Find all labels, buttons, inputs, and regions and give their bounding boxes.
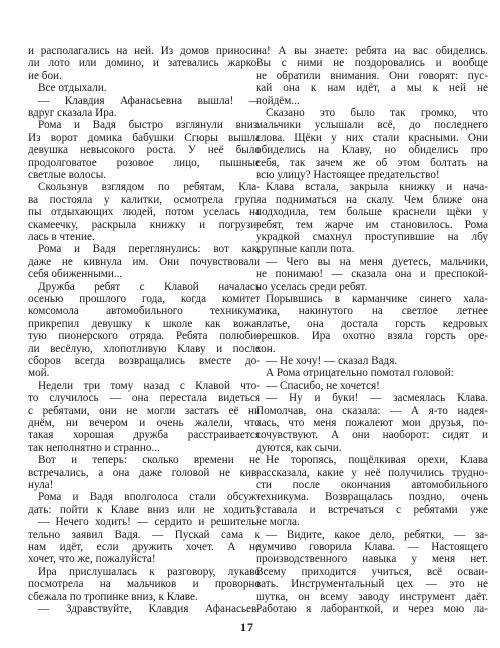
text-line: Вот и теперь: сколько времени не	[38, 454, 260, 467]
text-line: — Спасибо, не хочется!	[266, 379, 380, 392]
text-line: осенью прошлого года, когда комитет	[28, 293, 260, 305]
page-number: 17	[240, 620, 254, 634]
text-line: думчиво говорила Клава. — Настоящего	[256, 541, 488, 553]
text-line: обиделись на Клаву, но обиделись про	[256, 144, 488, 157]
text-line: не понимаю! — сказала она и преспокой-	[256, 268, 488, 281]
text-line: Рома и Вадя вполголоса стали обсуж-	[38, 491, 260, 504]
text-line: Ира прислушалась к разговору, лукаво	[38, 565, 260, 578]
text-line: — Нечего ходить! — сердито и решитель-	[38, 516, 260, 529]
text-line: Клава встала, закрыла книжку и нача-	[266, 181, 488, 194]
text-line: тельно заявил Вадя. — Пускай сама к	[28, 528, 260, 541]
text-line: ла подниматься на скалу. Чем ближе она	[256, 193, 488, 206]
text-line: дуются, как сычи.	[256, 441, 342, 454]
text-line: Рома и Вадя быстро взглянули вниз.	[38, 119, 260, 132]
text-line: такая хорошая дружба расстраивается	[28, 429, 260, 442]
text-line: мальчики услышали всё, до последнего	[256, 119, 488, 132]
text-line: Порывшись в карманчике синего хала-	[266, 293, 488, 305]
text-line: хочет, что же, пожалуйста!	[28, 553, 156, 566]
text-line: орешков. Ира охотно взяла горсть оре-	[256, 330, 488, 343]
text-line: уставала и встречаться с ребятами уже	[256, 503, 488, 516]
text-line: ва постояла у калитки, осмотрела груп-	[28, 193, 260, 206]
text-line: мой.	[28, 367, 50, 380]
text-line: Вы с ними не поздоровались и вообще	[256, 57, 488, 70]
text-line: платье, она достала горсть кедровых	[256, 317, 488, 330]
text-line: светлые волосы.	[28, 169, 107, 181]
text-line: даже не кивнула им. Они почувствовали	[28, 255, 260, 268]
text-line: себя обиженными...	[28, 268, 123, 281]
text-line: так неполнятно и странно...	[28, 441, 160, 454]
text-line: нула!	[28, 479, 54, 491]
text-line: подходила, тем больше краснели щёки у	[256, 206, 488, 219]
text-line: украдкой смахнул проступившие на лбу	[256, 231, 488, 243]
text-line: встречались, а она даже головой не кив-	[28, 466, 260, 479]
text-line: сборов всегда возвращались вместе до-	[28, 355, 260, 367]
text-line: ли лото или домино, и затевались жарко-	[28, 57, 260, 70]
text-line: кай она к нам идёт, а мы к ней не	[256, 82, 488, 95]
text-line: пойдём...	[256, 94, 300, 107]
text-line: крупные капли пота.	[256, 243, 355, 256]
text-line: ли весёлую, хлопотливую Клаву и после	[28, 342, 260, 355]
text-line: тика, накинутого на светлое летнее	[256, 305, 488, 318]
text-line: шутка, он всему заводу инструмент даёт.	[256, 590, 488, 603]
text-line: вдруг сказала Ира.	[28, 107, 117, 119]
text-line: то случилось — она перестала видеться	[28, 392, 260, 405]
text-line: тую пионерского отряда. Ребята полюби-	[28, 330, 260, 343]
text-line: — Не хочу! — сказал Вадя.	[266, 355, 398, 367]
text-line: посмотрела на мальчиков и проворно	[28, 578, 260, 591]
text-line: скамеечку, раскрыла книжку и погрузи-	[28, 218, 260, 231]
text-line: хон.	[256, 342, 276, 355]
text-line: сти после окончания автомобильного	[256, 479, 488, 491]
text-line: дать: пойти к Клаве вниз или не ходить?	[28, 503, 260, 516]
text-line: Все отдыхали.	[38, 82, 107, 95]
text-line: Скользнув взглядом по ребятам, Кла-	[38, 181, 260, 194]
text-line: лась в чтение.	[28, 231, 95, 243]
text-line: всю улицу? Настоящее предательство!	[256, 169, 440, 181]
text-line: ребят, тем жарче им становилось. Рома	[256, 218, 488, 231]
text-line: девушка невысокого роста. У неё было	[28, 144, 260, 157]
text-line: днём, ни вечером и очень жалели, что	[28, 417, 260, 429]
text-line: — Ну и буки! — засмеялась Клава.	[266, 392, 488, 405]
text-line: ие бои.	[28, 69, 62, 82]
text-line: пы отдыхающих людей, потом уселась на	[28, 206, 260, 219]
text-line: вать. Инструментальный цех — это не	[256, 578, 488, 591]
text-line: слова. Щёки у них стали красными. Они	[256, 131, 488, 144]
text-line: Дружба ребят с Клавой началась	[38, 280, 260, 293]
text-line: — Видите, какое дело, ребятки, — за-	[266, 528, 488, 541]
text-line: комсомола автомобильного техникума	[28, 305, 260, 318]
text-line: прикрепил девушку к школе как вожа-	[28, 317, 260, 330]
text-line: Не торопясь, пощёлкивая орехи, Клава	[266, 454, 488, 467]
text-line: Помолчав, она сказала: — А я-то надея-	[256, 404, 488, 417]
text-line: но уселась среди ребят.	[256, 280, 368, 293]
text-line: техникума. Возвращалась поздно, очень	[256, 491, 488, 504]
text-line: с ребятами, они не могли застать её ни	[28, 404, 260, 417]
text-line: — Здравствуйте, Клавдия Афанасьев-	[38, 603, 260, 615]
text-line: на! А вы знаете: ребята на вас обиделись.	[256, 45, 488, 57]
text-line: рассказала, какие у неё получились трудно-	[256, 466, 488, 479]
text-line: Недели три тому назад с Клавой что-	[38, 379, 260, 392]
text-line: Сказано это было так громко, что	[266, 107, 488, 119]
text-line: Рома и Вадя переглянулись: вот как,	[38, 243, 260, 256]
text-line: — Чего вы на меня дуетесь, мальчики,	[266, 255, 488, 268]
text-line: Из ворот домика бабушки Сгюры вышла	[28, 131, 260, 144]
text-line: — Клавдия Афанасьевна вышла! —	[38, 94, 260, 107]
text-line: нам идёт, если дружить хочет. А не	[28, 541, 260, 553]
text-line: А Рома отрицательно помотал головой:	[266, 367, 454, 380]
text-line: продолговатое розовое лицо, пышные	[28, 156, 260, 169]
text-line: и располагались на ней. Из домов приноси-	[28, 45, 260, 57]
text-line: Всему приходится учиться, всё осваи-	[256, 565, 488, 578]
text-line: сочувствуют. А они наоборот: сидят и	[256, 429, 488, 442]
text-line: не обратили внимания. Они говорят: пус-	[256, 69, 488, 82]
text-line: производственного навыка у меня нет.	[256, 553, 488, 566]
text-line: себя, так зачем же об этом болтать на	[256, 156, 488, 169]
text-line: Работаю я лаборанткой, и через мою ла-	[256, 603, 488, 615]
text-line: сбежала по тропинке вниз, к Клаве.	[28, 590, 198, 603]
text-line: не могла.	[256, 516, 300, 529]
text-line: лась, что меня пожалеют мои друзья, по-	[256, 417, 488, 429]
